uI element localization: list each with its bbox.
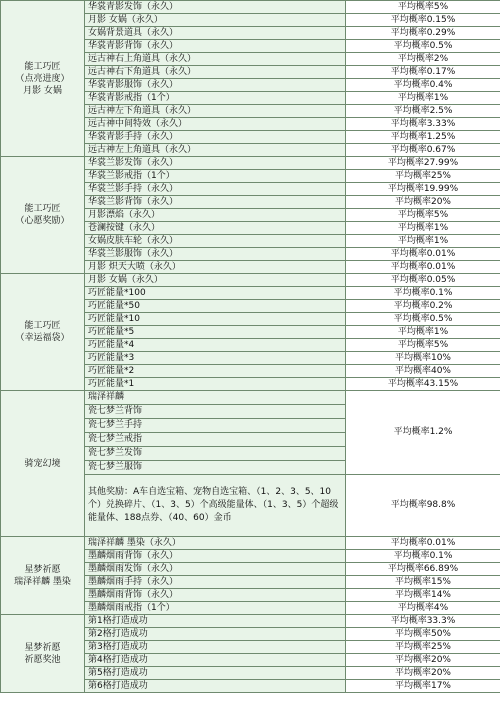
probability-cell: 平均概率0.4%: [346, 79, 500, 92]
category-label: （心愿奖励）: [15, 216, 70, 226]
probability-cell: 平均概率0.17%: [346, 66, 500, 79]
item-cell: 远古神右下角道具（永久）: [85, 66, 346, 79]
item-cell: 第1格打造成功: [85, 615, 346, 628]
table-row: [1, 391, 500, 405]
item-cell: 墨麟烟雨背饰（永久）: [85, 589, 346, 602]
item-cell: 女娲背景道具（永久）: [85, 27, 346, 40]
probability-cell: 平均概率19.99%: [346, 183, 500, 196]
item-cell: 华裳青影背饰（永久）: [85, 40, 346, 53]
probability-cell: 平均概率0.1%: [346, 287, 500, 300]
item-cell: 远古神左下角道具（永久）: [85, 105, 346, 118]
probability-cell: 平均概率50%: [346, 628, 500, 641]
other-rewards-cell: 其他奖励：A车自选宝箱、宠物自选宝箱、（1、2、3、5、10个）兑换碎片、（1、3、5）个高级能量体、（1、3、5）个超级能量体、188点券、（40、60）金币: [85, 475, 346, 537]
probability-cell: 平均概率0.01%: [346, 248, 500, 261]
item-cell: 远古神左上角道具（永久）: [85, 144, 346, 157]
item-cell: 华裳青影手持（永久）: [85, 131, 346, 144]
probability-cell: 平均概率1%: [346, 92, 500, 105]
item-cell: 瑞泽祥麟 墨染（永久）: [85, 537, 346, 550]
table-row: [1, 1, 500, 14]
probability-cell: 平均概率2%: [346, 53, 500, 66]
category-cell: [1, 157, 85, 274]
item-cell: 月影 炽天大喷（永久）: [85, 261, 346, 274]
probability-cell: 平均概率4%: [346, 602, 500, 615]
item-cell: 月影漂焰（永久）: [85, 209, 346, 222]
probability-cell: 平均概率98.8%: [346, 475, 500, 537]
item-cell: 第3格打造成功: [85, 641, 346, 654]
category-label: 月影 女娲: [23, 85, 62, 96]
probability-cell: 平均概率25%: [346, 170, 500, 183]
probability-cell: 平均概率10%: [346, 352, 500, 365]
item-cell: 华裳青影戒指（1个）: [85, 92, 346, 105]
probability-cell: 平均概率0.05%: [346, 274, 500, 287]
item-cell: 巧匠能量*10: [85, 313, 346, 326]
category-label: 骑宠幻境: [24, 458, 61, 469]
probability-cell: 平均概率1.2%: [346, 391, 500, 475]
probability-cell: 平均概率20%: [346, 196, 500, 209]
probability-cell: 平均概率0.1%: [346, 550, 500, 563]
probability-cell: 平均概率0.01%: [346, 537, 500, 550]
probability-cell: 平均概率5%: [346, 339, 500, 352]
item-cell: 瓷七梦兰发饰: [85, 447, 346, 461]
probability-cell: 平均概率2.5%: [346, 105, 500, 118]
probability-cell: 平均概率5%: [346, 209, 500, 222]
probability-cell: 平均概率33.3%: [346, 615, 500, 628]
probability-cell: 平均概率0.2%: [346, 300, 500, 313]
item-cell: 第5格打造成功: [85, 667, 346, 680]
probability-cell: 平均概率66.89%: [346, 563, 500, 576]
category-label: （点亮进度）: [15, 73, 70, 84]
probability-cell: 平均概率3.33%: [346, 118, 500, 131]
item-cell: 月影 女娲（永久）: [85, 14, 346, 27]
probability-cell: 平均概率40%: [346, 365, 500, 378]
item-cell: 巧匠能量*2: [85, 365, 346, 378]
item-cell: 瓷七梦兰手持: [85, 419, 346, 433]
item-cell: 苍澜按键（永久）: [85, 222, 346, 235]
probability-cell: 平均概率1%: [346, 326, 500, 339]
probability-cell: 平均概率0.5%: [346, 40, 500, 53]
item-cell: 华裳兰影戒指（1个）: [85, 170, 346, 183]
category-label: 星梦祈愿: [24, 642, 61, 653]
item-cell: 瓷七梦兰背饰: [85, 405, 346, 419]
probability-cell: 平均概率0.67%: [346, 144, 500, 157]
probability-cell: 平均概率1.25%: [346, 131, 500, 144]
table-row: [1, 274, 500, 287]
item-cell: 墨麟烟雨背饰（永久）: [85, 550, 346, 563]
probability-cell: 平均概率27.99%: [346, 157, 500, 170]
table-row: [1, 157, 500, 170]
item-cell: 瓷七梦兰服饰: [85, 461, 346, 475]
category-label: 能工巧匠: [24, 321, 61, 331]
item-cell: 巧匠能量*5: [85, 326, 346, 339]
probability-cell: 平均概率43.15%: [346, 378, 500, 391]
item-cell: 巧匠能量*50: [85, 300, 346, 313]
probability-cell: 平均概率0.15%: [346, 14, 500, 27]
item-cell: 第6格打造成功: [85, 680, 346, 693]
probability-cell: 平均概率17%: [346, 680, 500, 693]
item-cell: 巧匠能量*3: [85, 352, 346, 365]
item-cell: 华裳青影发饰（永久）: [85, 1, 346, 14]
category-cell: [1, 274, 85, 391]
category-cell: [1, 537, 85, 615]
item-cell: 瓷七梦兰戒指: [85, 433, 346, 447]
item-cell: 华裳兰影服饰（永久）: [85, 248, 346, 261]
item-cell: 月影 女娲（永久）: [85, 274, 346, 287]
item-cell: 墨麟烟雨发饰（永久）: [85, 563, 346, 576]
probability-cell: 平均概率0.29%: [346, 27, 500, 40]
probability-cell: 平均概率15%: [346, 576, 500, 589]
probability-cell: 平均概率1%: [346, 235, 500, 248]
item-cell: 华裳兰影发饰（永久）: [85, 157, 346, 170]
probability-table-body: [1, 1, 500, 693]
item-cell: 墨麟烟雨手持（永久）: [85, 576, 346, 589]
probability-cell: 平均概率1%: [346, 222, 500, 235]
category-cell: [1, 1, 85, 157]
category-label: 祈愿奖池: [24, 654, 61, 665]
category-label: 瑞泽祥麟 墨染: [14, 576, 71, 587]
item-cell: 巧匠能量*1: [85, 378, 346, 391]
table-row: [1, 537, 500, 550]
item-cell: 远古神右上角道具（永久）: [85, 53, 346, 66]
category-cell: [1, 615, 85, 693]
item-cell: 华裳兰影背饰（永久）: [85, 196, 346, 209]
category-label: （幸运福袋）: [15, 333, 70, 343]
item-cell: 巧匠能量*100: [85, 287, 346, 300]
category-label: 能工巧匠: [24, 204, 61, 214]
probability-cell: 平均概率14%: [346, 589, 500, 602]
item-cell: 瑞泽祥麟: [85, 391, 346, 405]
item-cell: 华裳兰影手持（永久）: [85, 183, 346, 196]
item-cell: 华裳青影服饰（永久）: [85, 79, 346, 92]
item-cell: 第2格打造成功: [85, 628, 346, 641]
item-cell: 女娲皮肤车轮（永久）: [85, 235, 346, 248]
item-cell: 远古神中间特效（永久）: [85, 118, 346, 131]
probability-cell: 平均概率20%: [346, 654, 500, 667]
item-cell: 第4格打造成功: [85, 654, 346, 667]
probability-cell: 平均概率0.01%: [346, 261, 500, 274]
item-cell: 墨麟烟雨戒指（1个）: [85, 602, 346, 615]
table-row: [1, 615, 500, 628]
probability-cell: 平均概率0.5%: [346, 313, 500, 326]
probability-cell: 平均概率25%: [346, 641, 500, 654]
category-label: 星梦祈愿: [24, 564, 61, 575]
probability-cell: 平均概率20%: [346, 667, 500, 680]
category-cell: [1, 391, 85, 537]
probability-cell: 平均概率5%: [346, 1, 500, 14]
category-label: 能工巧匠: [24, 61, 61, 72]
item-cell: 巧匠能量*4: [85, 339, 346, 352]
